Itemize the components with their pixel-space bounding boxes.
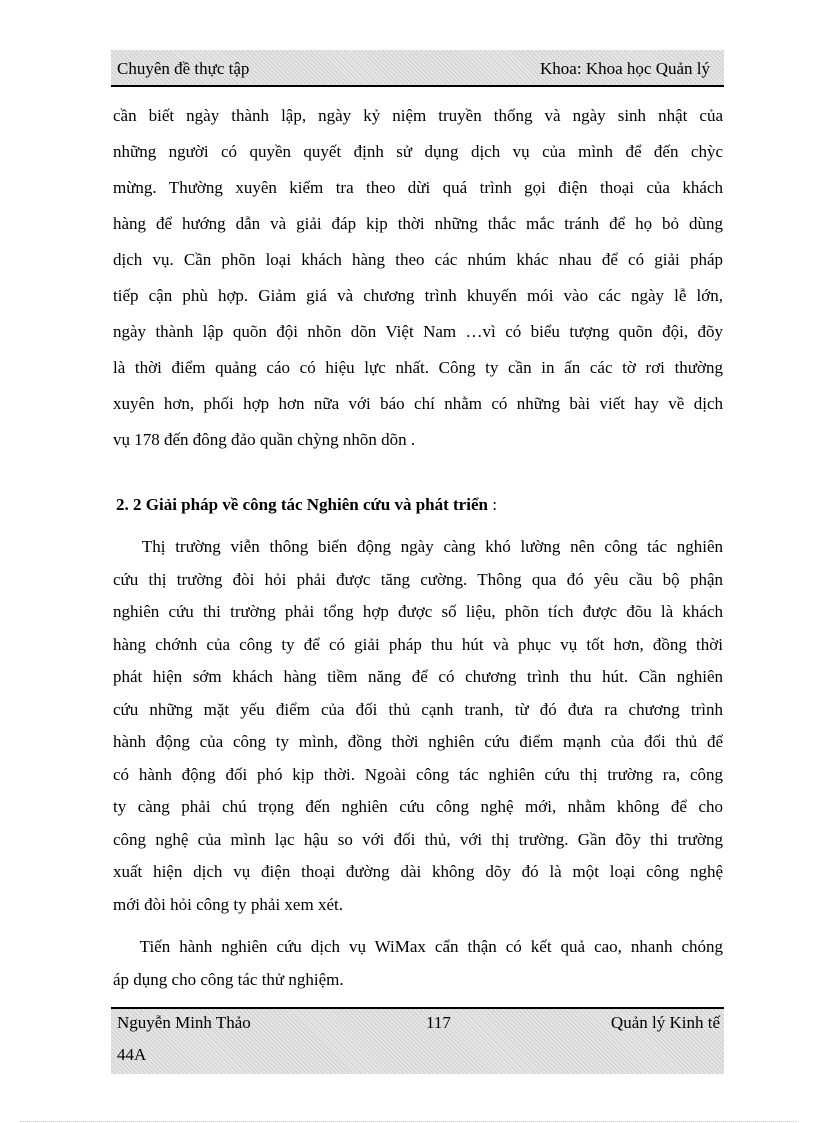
text-line: xuyên hơn, phối hợp hơn nữa với báo chí nhằm có những bài viết hay về dịch	[113, 394, 723, 413]
section-heading	[116, 492, 497, 518]
text-line: công nghệ của mình lạc hậu so với đối thủ, với thị trường. Gần đõy thi trường	[113, 829, 723, 849]
text-line: Tiến hành nghiên cứu dịch vụ WiMax cẩn thận có kết quả cao, nhanh chóng	[113, 937, 723, 956]
text-line: hàng để hướng dẫn và giải đáp kịp thời những thắc mắc tránh để họ bỏ dùng	[113, 214, 723, 233]
header-faculty: Khoa: Khoa học Quản lý	[540, 59, 710, 78]
text-line: nghiên cứu thi trường phải tổng hợp được số liệu, phõn tích được đõu là khách	[113, 602, 723, 621]
text-line: hành động của công ty mình, đồng thời nghiên cứu điểm mạnh của đối thủ để	[113, 732, 723, 751]
header-doc-title: Chuyên đề thực tập	[117, 59, 250, 78]
text-line: mừng. Thường xuyên kiểm tra theo dừi quá trình gọi điện thoại của khách	[113, 178, 723, 197]
text-line: hàng chớnh của công ty để có giải pháp thu hút và phục vụ tốt hơn, đồng thời	[113, 634, 723, 654]
text-line: là thời điểm quảng cáo có hiệu lực nhất. Công ty cần in ấn các tờ rơi thường	[113, 358, 723, 377]
text-line: dịch vụ. Cần phõn loại khách hàng theo các nhúm khác nhau để có giải pháp	[113, 250, 723, 269]
text-line: xuất hiện dịch vụ điện thoại đường dài không dõy đó là một loại công nghệ	[113, 862, 723, 881]
footer-class: 44A	[117, 1045, 147, 1064]
text-line: cần biết ngày thành lập, ngày kỷ niệm truyền thống và ngày sinh nhật của	[113, 106, 723, 125]
paragraph-wimax	[113, 931, 723, 996]
text-line: có hành động đối phó kịp thời. Ngoài công tác nghiên cứu thị trường ra, công	[113, 764, 723, 784]
footer-author: Nguyễn Minh Thảo	[117, 1013, 251, 1032]
page-header	[111, 50, 724, 87]
text-line: ty càng phải chú trọng đến nghiên cứu công nghệ mới, nhằm không để cho	[113, 797, 723, 816]
text-line: mới đòi hỏi công ty phải xem xét.	[113, 894, 343, 914]
text-line: ngày thành lập quõn đội nhõn dõn Việt Nam …vì có biểu tượng quõn đội, đõy	[113, 322, 723, 341]
section-heading-title: 2. 2 Giải pháp về công tác Nghiên cứu và phát triển	[116, 495, 488, 514]
footer-department: Quản lý Kinh tế	[610, 1013, 720, 1032]
text-line: cứu những mặt yếu điểm của đối thủ cạnh tranh, từ đó đưa ra chương trình	[113, 699, 723, 719]
text-line: tiếp cận phù hợp. Giảm giá và chương trình khuyến mói vào các ngày lễ lớn,	[113, 286, 723, 305]
paragraph-research	[113, 531, 723, 921]
text-line: vụ 178 đến đông đảo quần chỳng nhõn dõn .	[113, 430, 416, 449]
page-bottom-rule	[20, 1121, 796, 1122]
text-line: Thị trường viễn thông biến động ngày càng khó lường nên công tác nghiên	[113, 537, 723, 556]
page-footer	[111, 1007, 724, 1074]
text-line: cứu thị trường đòi hỏi phải được tăng cường. Thông qua đó yêu cầu bộ phận	[113, 569, 723, 589]
text-line: những người có quyền quyết định sử dụng dịch vụ của mình để đến chỳc	[113, 142, 723, 161]
text-line: phát hiện sớm khách hàng tiềm năng để có chương trình thu hút. Cần nghiên	[113, 667, 723, 686]
text-line: áp dụng cho công tác thử nghiệm.	[113, 969, 344, 989]
section-heading-colon: :	[487, 495, 497, 514]
paragraph-customer-care	[113, 98, 723, 458]
page-number: 117	[426, 1013, 451, 1032]
